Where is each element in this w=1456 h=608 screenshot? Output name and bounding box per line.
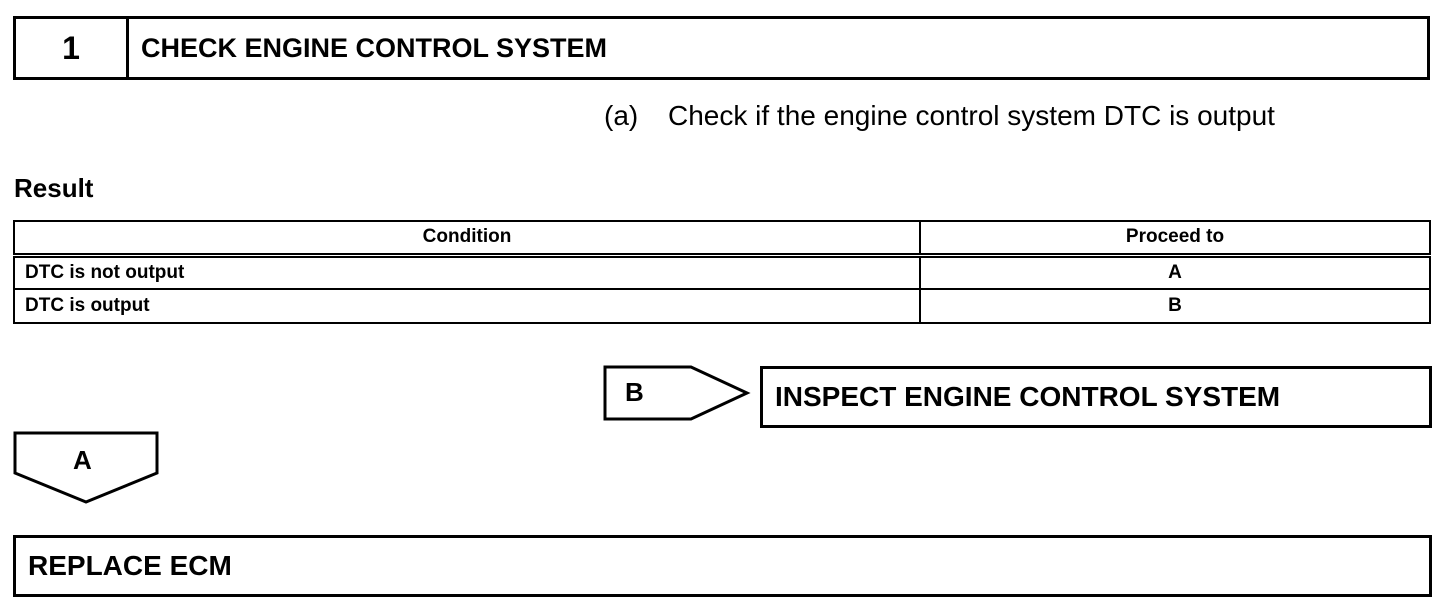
- branch-b-label: B: [625, 377, 644, 407]
- result-table: [13, 220, 1431, 324]
- instruction-marker: (a): [604, 100, 639, 131]
- column-header-proceed: Proceed to: [920, 221, 1430, 255]
- branch-a-arrow: [13, 431, 159, 505]
- instruction: [604, 100, 1275, 132]
- result-heading: Result: [14, 173, 94, 203]
- table-header-row: [14, 221, 1430, 255]
- branch-a-label: A: [73, 445, 92, 475]
- branch-a-target: REPLACE ECM: [13, 535, 1432, 597]
- step-title: CHECK ENGINE CONTROL SYSTEM: [141, 32, 608, 63]
- table-row: [14, 255, 1430, 289]
- step-header: [13, 16, 1430, 80]
- proceed-cell: B: [920, 289, 1430, 323]
- step-number: 1: [16, 19, 129, 77]
- column-header-condition: Condition: [14, 221, 920, 255]
- instruction-text: Check if the engine control system DTC is output: [668, 100, 1275, 131]
- branch-b-arrow: [603, 365, 751, 423]
- condition-cell: DTC is not output: [14, 255, 920, 289]
- branch-b-target: INSPECT ENGINE CONTROL SYSTEM: [760, 366, 1432, 428]
- proceed-cell: A: [920, 255, 1430, 289]
- table-row: [14, 289, 1430, 323]
- condition-cell: DTC is output: [14, 289, 920, 323]
